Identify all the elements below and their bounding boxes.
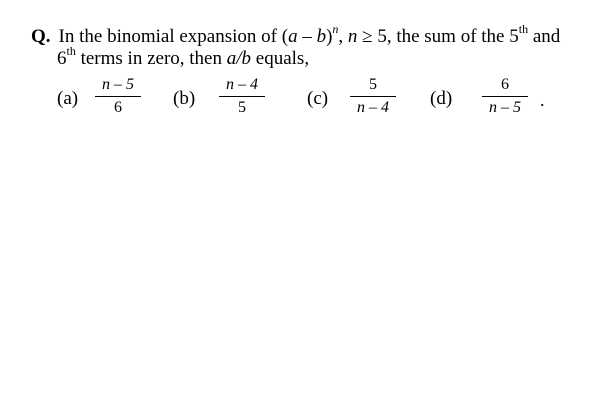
option-a-label: (a) — [57, 88, 79, 109]
option-b-numerator: n – 4 — [226, 76, 258, 93]
fraction-bar — [219, 96, 265, 97]
variable-b: b — [316, 26, 327, 47]
ordinal-th-2: th — [66, 43, 76, 58]
question-text-part: terms in zero, then — [75, 48, 227, 69]
ratio-b: b — [241, 48, 252, 69]
option-d-fraction — [482, 75, 528, 118]
option-a-numerator: n – 5 — [102, 76, 134, 93]
question-text-part: In the binomial expansion of ( — [58, 26, 289, 47]
option-a-fraction — [95, 75, 141, 118]
question-line-1 — [31, 21, 591, 48]
variable-a: a — [288, 26, 298, 47]
sixth-number: 6 — [57, 48, 67, 69]
fraction-bar — [350, 96, 396, 97]
final-period: . — [540, 90, 545, 110]
option-c-denominator: n – 4 — [357, 99, 389, 116]
question-block — [31, 21, 591, 70]
option-a-denominator: 6 — [114, 99, 122, 116]
paren-close: ) — [326, 26, 333, 47]
option-c-label: (c) — [307, 88, 329, 109]
variable-n: n — [347, 26, 358, 47]
option-d-denominator: n – 5 — [489, 99, 521, 116]
question-label: Q. — [31, 26, 51, 47]
ratio-a: a — [226, 48, 237, 69]
option-b-label: (b) — [173, 88, 196, 109]
question-line-2 — [31, 43, 591, 70]
fraction-bar — [95, 96, 141, 97]
minus-sign: – — [297, 26, 317, 47]
fraction-bar — [482, 96, 528, 97]
ordinal-th-1: th — [518, 21, 529, 36]
exponent-n: n — [332, 21, 339, 36]
option-b-fraction — [219, 75, 265, 118]
and-text: and — [528, 26, 561, 47]
comma: , — [338, 26, 348, 47]
option-c-fraction — [350, 75, 396, 118]
condition-text: ≥ 5, the sum of the 5 — [357, 26, 519, 47]
option-c-numerator: 5 — [369, 76, 377, 93]
option-d-label: (d) — [430, 88, 453, 109]
ratio-slash: / — [236, 48, 242, 69]
option-d-numerator: 6 — [501, 76, 509, 93]
question-text-end: equals, — [251, 48, 310, 69]
option-b-denominator: 5 — [238, 99, 246, 116]
